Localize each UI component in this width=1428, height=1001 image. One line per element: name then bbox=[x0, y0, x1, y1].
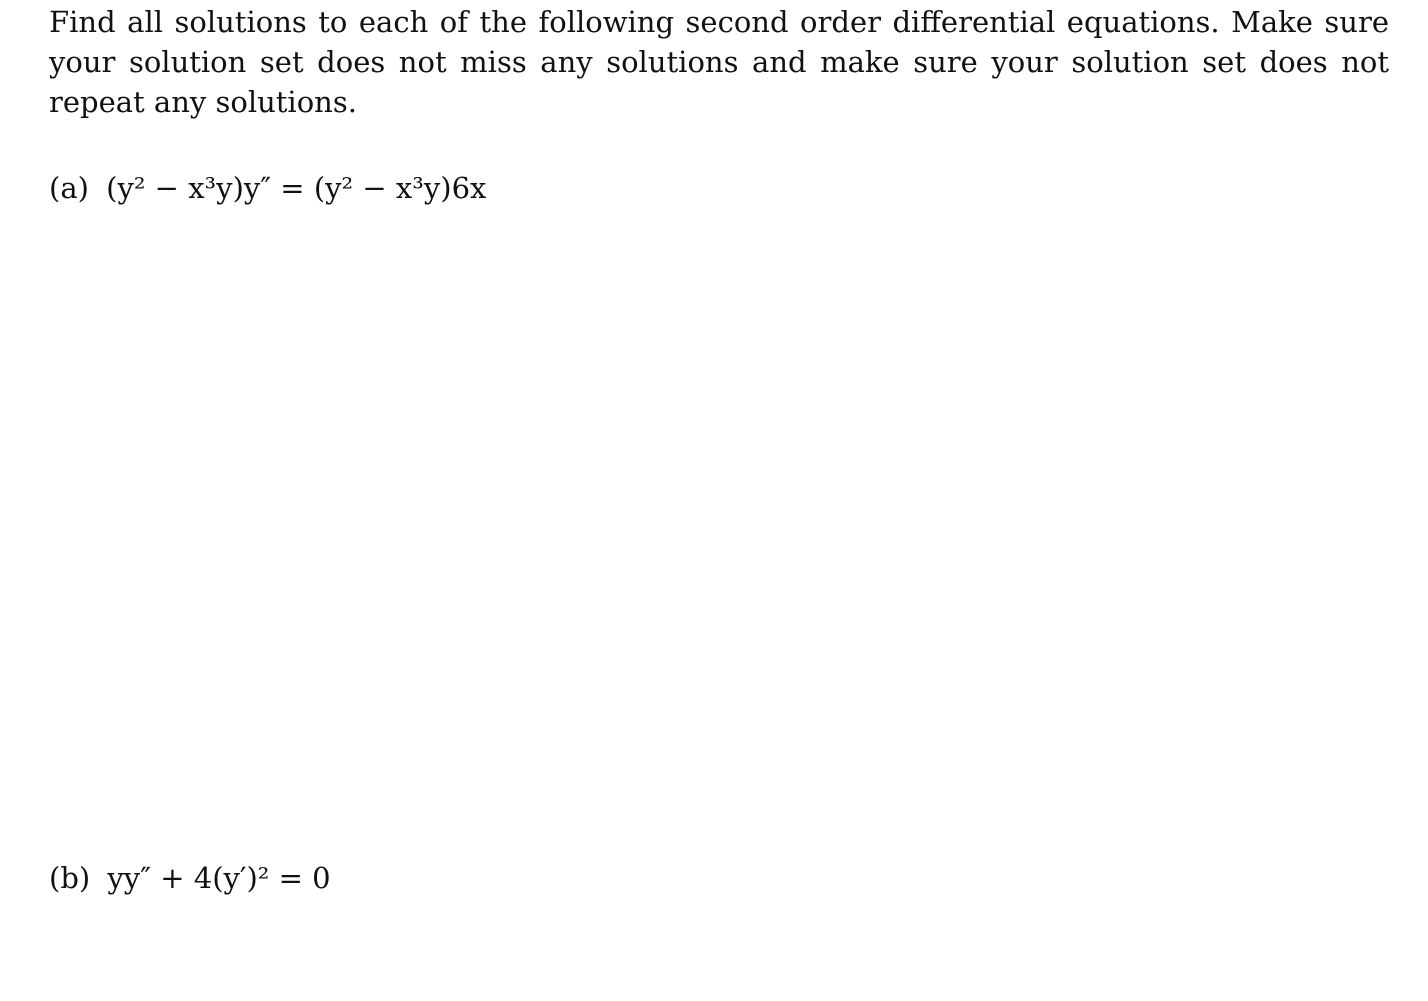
equation-b-text: yy″ + 4(y′)² = 0 bbox=[107, 861, 331, 895]
problem-b bbox=[49, 858, 331, 898]
problem-a-equation bbox=[106, 171, 486, 205]
equation-a-text: (y² − x³y)y″ = (y² − x³y)6x bbox=[106, 171, 487, 205]
problem-a bbox=[49, 168, 486, 208]
problem-b-equation bbox=[107, 861, 330, 895]
problem-a-label: (a) bbox=[49, 171, 89, 205]
problem-b-label: (b) bbox=[49, 861, 91, 895]
instructions-text: Find all solutions to each of the following second order differential equations. Make sure your solution set does not miss any solutions and make sure your solution set does not repeat any solutions. bbox=[49, 5, 1389, 119]
